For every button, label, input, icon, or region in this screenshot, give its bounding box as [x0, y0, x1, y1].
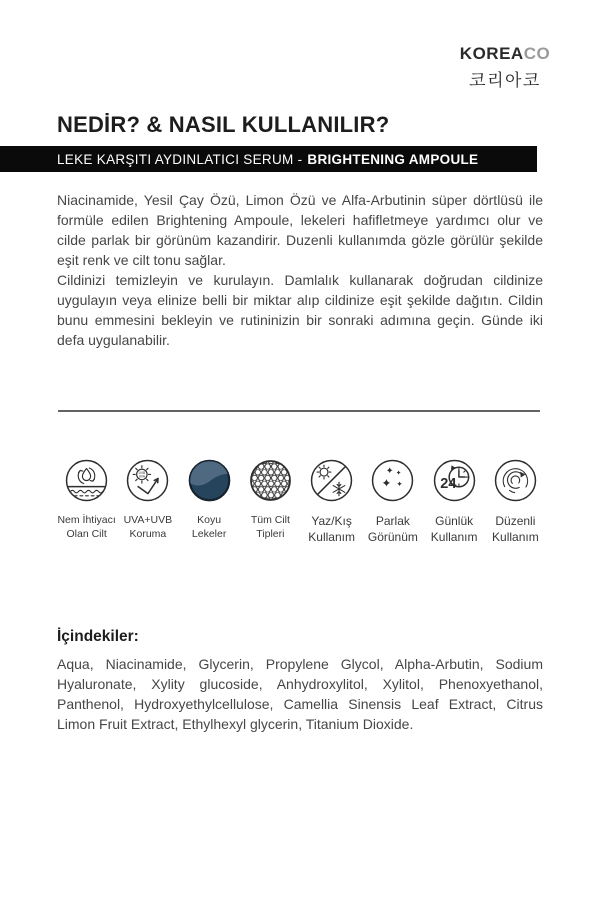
- brand-logo: [452, 44, 558, 91]
- 24-hour-label: 24: [439, 475, 457, 492]
- all-skin-types-icon: [248, 458, 293, 503]
- uvb-micro-label: UVB: [138, 470, 146, 475]
- usage-paragraph: Cildinizi temizleyin ve kurulayın. Damlalık kullanarak doğrudan cildinize uygulayın veya elinize belli bir miktar alıp cildinize eşit şekilde dağıtın. Cildin bunu emmesini bekleyin ve rutininizin bir sonraki adımına geçin. Günde iki defa uygulanabilir.: [57, 272, 543, 348]
- regular-use-icon: [493, 458, 538, 503]
- feature-item-moisture: [56, 458, 117, 545]
- feature-item-uv-protection: [117, 458, 178, 545]
- feature-item-daily-use: [424, 458, 485, 545]
- section-divider: [58, 410, 540, 412]
- brand-logo-secondary: CO: [523, 44, 551, 63]
- page-title: NEDİR? & NASIL KULLANILIR?: [57, 112, 390, 137]
- feature-label: Yaz/Kış Kullanım: [308, 514, 355, 544]
- feature-label: Parlak Görünüm: [367, 514, 418, 544]
- feature-label: Koyu Lekeler: [191, 514, 227, 540]
- brand-logo-korean: 코리아코: [469, 71, 541, 90]
- feature-item-dark-spots: [179, 458, 240, 545]
- feature-label: Günlük Kullanım: [430, 514, 478, 544]
- ingredients-heading: İçindekiler:: [57, 628, 139, 645]
- uv-protection-icon: [125, 458, 170, 503]
- feature-item-regular-use: [485, 458, 546, 545]
- ingredients-text: Aqua, Niacinamide, Glycerin, Propylene Glycol, Alpha-Arbutin, Sodium Hyaluronate, Xylity glucoside, Anhydroxylitol, Xylitol, Phenoxyethanol, Panthenol, Hydroxyethylcellulose, Camellia Sinensis Leaf Extract, Citrus Limon Fruit Extract, Ethylhexyl glycerin, Titanium Dioxide.: [57, 656, 543, 732]
- feature-label: Tüm Cilt Tipleri: [250, 514, 290, 540]
- brand-logo-primary: KOREA: [459, 44, 524, 63]
- product-subtitle-bar: [0, 146, 537, 172]
- product-subtitle-regular: LEKE KARŞITI AYDINLATICI SERUM -: [57, 151, 303, 167]
- feature-label: Düzenli Kullanım: [492, 514, 539, 544]
- daily-use-24h-icon: [432, 458, 477, 503]
- features-row: [56, 458, 546, 545]
- brand-logo-wordmark: [452, 44, 558, 64]
- feature-label: Nem İhtiyacı Olan Cilt: [57, 514, 116, 540]
- summer-winter-use-icon: [309, 458, 354, 503]
- moisture-skin-icon: [64, 458, 109, 503]
- feature-item-summer-winter: [301, 458, 362, 545]
- feature-label: UVA+UVB Koruma: [123, 514, 173, 540]
- dark-spots-icon: [187, 458, 232, 503]
- feature-item-bright-look: [362, 458, 423, 545]
- uva-micro-label: UVA: [139, 474, 146, 479]
- bright-look-icon: [370, 458, 415, 503]
- product-subtitle-bold: BRIGHTENING AMPOULE: [307, 151, 479, 167]
- feature-item-all-skin-types: [240, 458, 301, 545]
- description-paragraph: Niacinamide, Yesil Çay Özü, Limon Özü ve Alfa-Arbutinin süper dörtlüsü ile formüle edilen Brightening Ampoule, lekeleri hafifletmeye yardımcı olur ve cilde parlak bir görünüm kazandirir. Duzenli kullanımda gözle görülür şekilde eşit renk ve cilt tonu sağlar.: [57, 192, 543, 268]
